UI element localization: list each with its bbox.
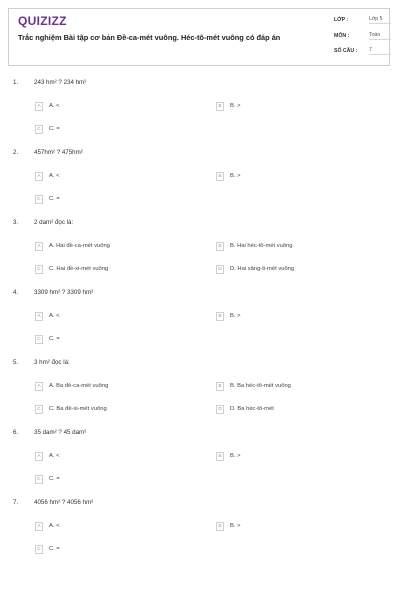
answer-option[interactable]	[216, 520, 240, 532]
option-letter-box[interactable]: D	[216, 265, 224, 274]
question-item	[0, 219, 400, 279]
option-letter-box[interactable]: C	[35, 265, 43, 274]
option-letter-box[interactable]: A	[35, 452, 43, 461]
question-text: 3309 hm² ? 3309 hm²	[34, 289, 94, 296]
option-text: A. Hai đề-ca-mét vuông	[49, 243, 110, 249]
question-item	[0, 499, 400, 559]
answer-option[interactable]	[216, 450, 240, 462]
answer-option[interactable]	[35, 240, 110, 252]
answer-option[interactable]	[216, 100, 240, 112]
option-letter-box[interactable]: C	[35, 335, 43, 344]
answer-option[interactable]	[35, 450, 59, 462]
option-text: D. Ba héc-tô-mét	[230, 406, 274, 412]
option-text: A. <	[49, 313, 60, 319]
option-letter-box[interactable]: C	[35, 405, 43, 414]
question-text: 2 dam² đọc là:	[34, 219, 74, 226]
option-text: B. >	[230, 453, 241, 459]
answer-option[interactable]	[35, 473, 60, 485]
answer-option[interactable]	[35, 310, 59, 322]
option-text: C. =	[49, 546, 60, 552]
question-text: 4056 hm² ? 4056 hm²	[34, 499, 94, 506]
subject-label: MÔN :	[334, 33, 350, 39]
question-item	[0, 429, 400, 489]
question-item	[0, 289, 400, 349]
question-item	[0, 149, 400, 209]
option-letter-box[interactable]: B	[216, 382, 224, 391]
option-letter-box[interactable]: C	[35, 475, 43, 484]
option-text: C. Hai đề-xi-mét vuông	[49, 266, 109, 272]
option-text: A. <	[49, 173, 60, 179]
option-text: C. =	[49, 336, 60, 342]
option-text: A. <	[49, 523, 60, 529]
option-text: B. Ba héc-tô-mét vuông	[230, 383, 291, 389]
answer-option[interactable]	[35, 543, 60, 555]
option-letter-box[interactable]: B	[216, 102, 224, 111]
question-number: 5.	[13, 359, 19, 366]
quizizz-logo: QUIZIZZ	[18, 14, 67, 28]
answer-option[interactable]	[35, 170, 59, 182]
question-text: 243 hm² ? 234 hm²	[34, 79, 87, 86]
option-letter-box[interactable]: B	[216, 452, 224, 461]
answer-option[interactable]	[35, 403, 107, 415]
question-text: 457hm² ? 475hm²	[34, 149, 83, 156]
option-text: B. >	[230, 103, 241, 109]
option-text: B. >	[230, 523, 241, 529]
option-text: B. Hai héc-tô-mét vuông	[230, 243, 293, 249]
option-letter-box[interactable]: A	[35, 382, 43, 391]
answer-option[interactable]	[216, 170, 240, 182]
question-number: 3.	[13, 219, 19, 226]
answer-option[interactable]	[216, 403, 274, 415]
option-text: B. >	[230, 313, 241, 319]
option-letter-box[interactable]: A	[35, 312, 43, 321]
option-letter-box[interactable]: C	[35, 545, 43, 554]
option-letter-box[interactable]: B	[216, 522, 224, 531]
answer-option[interactable]	[216, 310, 240, 322]
option-letter-box[interactable]: B	[216, 172, 224, 181]
option-letter-box[interactable]: A	[35, 522, 43, 531]
option-letter-box[interactable]: B	[216, 312, 224, 321]
question-item	[0, 79, 400, 139]
option-text: C. =	[49, 476, 60, 482]
answer-option[interactable]	[35, 520, 59, 532]
answer-option[interactable]	[216, 380, 291, 392]
answer-option[interactable]	[216, 240, 293, 252]
option-text: C. Ba đề-xi-mét vuông	[49, 406, 107, 412]
option-letter-box[interactable]: A	[35, 172, 43, 181]
question-number: 4.	[13, 289, 19, 296]
option-letter-box[interactable]: A	[35, 242, 43, 251]
class-value: Lớp 5	[369, 16, 391, 24]
question-number: 7.	[13, 499, 19, 506]
question-count-value: 7	[369, 47, 391, 55]
option-text: A. <	[49, 103, 60, 109]
option-text: D. Hai xăng-ti-mét vuông	[230, 266, 295, 272]
question-number: 2.	[13, 149, 19, 156]
question-item	[0, 359, 400, 419]
option-text: C. =	[49, 126, 60, 132]
document-header	[8, 8, 390, 66]
subject-value: Toán	[369, 32, 391, 40]
option-text: A. Ba đề-ca-mét vuông	[49, 383, 109, 389]
option-letter-box[interactable]: B	[216, 242, 224, 251]
question-number: 1.	[13, 79, 19, 86]
class-label: LỚP :	[334, 17, 349, 23]
option-text: B. >	[230, 173, 241, 179]
option-text: A. <	[49, 453, 60, 459]
answer-option[interactable]	[35, 100, 59, 112]
question-count-label: SỐ CÂU :	[334, 48, 358, 54]
option-letter-box[interactable]: C	[35, 125, 43, 134]
option-text: C. =	[49, 196, 60, 202]
option-letter-box[interactable]: D	[216, 405, 224, 414]
document-title: Trắc nghiệm Bài tập cơ bản Đề-ca-mét vuông. Héc-tô-mét vuông có đáp án	[18, 33, 281, 42]
answer-option[interactable]	[35, 263, 108, 275]
answer-option[interactable]	[216, 263, 294, 275]
answer-option[interactable]	[35, 123, 60, 135]
answer-option[interactable]	[35, 333, 60, 345]
question-number: 6.	[13, 429, 19, 436]
question-text: 35 dam² ? 45 dam²	[34, 429, 87, 436]
option-letter-box[interactable]: C	[35, 195, 43, 204]
option-letter-box[interactable]: A	[35, 102, 43, 111]
question-text: 3 hm² đọc là:	[34, 359, 70, 366]
answer-option[interactable]	[35, 380, 108, 392]
answer-option[interactable]	[35, 193, 60, 205]
